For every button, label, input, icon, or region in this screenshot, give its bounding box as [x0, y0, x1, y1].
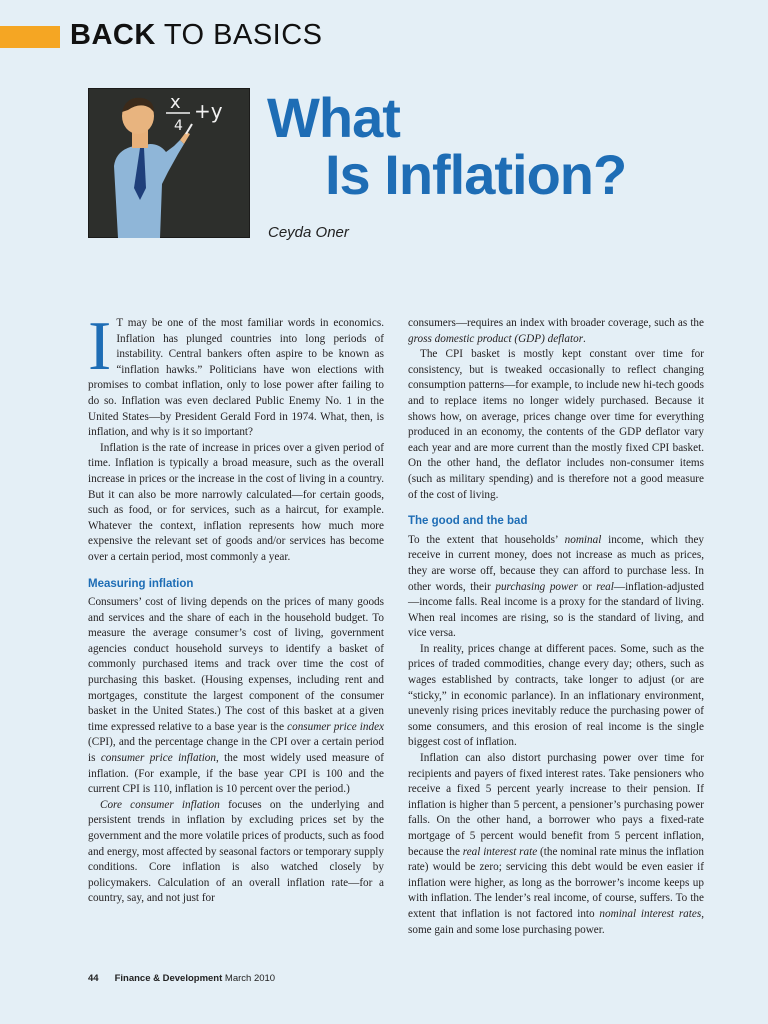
kicker-rest: TO BASICS	[163, 19, 323, 51]
issue-date: March 2010	[224, 973, 276, 984]
formula-numerator: x	[170, 92, 181, 113]
article-title-line2: Is Inflation?	[325, 143, 627, 206]
page-number: 44	[88, 973, 99, 984]
body-paragraph: Inflation is the rate of increase in prices over a given period of time. Inflation is typically a broad measure, such as the overall increase in prices or the increase in the cost of living in a country. But it can also be more narrowly calculated—for certain goods, such as food, or for services, such as a haircut, for example. Whatever the context, inflation represents how much more expensive the relevant set of goods and/or services has become over a certain period, most commonly a year.	[88, 441, 384, 563]
kicker-bold: BACK	[70, 19, 156, 51]
drop-cap: I	[88, 308, 112, 385]
body-paragraph: Core consumer inflation focuses on the underlying and persistent trends in inflation by excluding prices set by the government and the more volatile prices of products, such as food and energy, most affected by seasonal factors or temporary supply conditions. Core inflation is also watched closely by policymakers. Calculation of an overall inflation rate—for a country, say, and not just for	[88, 798, 385, 905]
section-heading-measuring: Measuring inflation	[88, 577, 194, 590]
body-paragraph: consumers—requires an index with broader coverage, such as the gross domestic product (GDP) deflator.	[408, 317, 704, 345]
teacher-chalkboard-illustration	[88, 88, 250, 238]
intro-paragraph: I T may be one of the most familiar words in economics. Inflation has plunged countries into long periods of instability. Central bankers often aspire to be known as “inflation hawks.” Politicians have won elections with promises to combat inflation, only to lose power after failing to do so. Inflation was even declared Public Enemy No. 1 in the United States—by President Gerald Ford in 1974. What, then, is inflation, and why is it so important?	[88, 308, 384, 439]
right-column	[408, 316, 704, 938]
body-paragraph: Inflation can also distort purchasing power over time for recipients and payers of fixed interest rates. Take pensioners who receive a fixed 5 percent yearly increase to their pension. If inflation is higher than 5 percent, a pensioner’s purchasing power falls. On the other hand, a borrower who pays a fixed-rate mortgage of 5 percent would benefit from 5 percent inflation, because the real interest rate (the nominal rate minus the inflation rate) would be zero; servicing this debt would be even easier if inflation were higher, as long as the borrower’s income keeps up with inflation. The lender’s real income, of course, suffers. To the extent that inflation is not factored into nominal interest rates, some gain and some lose purchasing power.	[408, 752, 705, 936]
section-kicker	[70, 19, 323, 52]
formula-plus-y: +y	[194, 99, 223, 123]
author-byline: Ceyda Oner	[268, 224, 349, 241]
body-paragraph: In reality, prices change at different paces. Some, such as the prices of traded commodities, change every day; others, such as wages established by contracts, take longer to adjust (or are “sticky,” in economic parlance). In an inflationary environment, unevenly rising prices inevitably reduce the purchasing power of some consumers, and this erosion of real income is the single biggest cost of inflation.	[408, 642, 704, 749]
page-footer	[88, 973, 275, 984]
body-paragraph: The CPI basket is mostly kept constant over time for consistency, but is tweaked occasionally to reflect changing consumption patterns—for example, to include new hi-tech goods and to replace items no longer widely purchased. Because it shows how, on average, prices change over time for everything produced in an economy, the contents of the GDP deflator vary each year and are more current than the mostly fixed CPI basket. On the other hand, the deflator includes non-consumer items (such as military spending) and is therefore not a good measure of the cost of living.	[408, 348, 704, 501]
article-title-line1: What	[267, 86, 400, 149]
section-heading-good-bad: The good and the bad	[408, 515, 528, 528]
formula-denominator: 4	[174, 118, 183, 134]
magazine-name: Finance & Development	[114, 973, 223, 984]
body-paragraph: To the extent that households’ nominal income, which they receive in current money, does not increase as much as prices, they are worse off, because they can afford to purchase less. In other words, their purchasing power or real—inflation-adjusted—income falls. Real income is a proxy for the standard of living. When real incomes are rising, so is the standard of living, and vice versa.	[408, 533, 704, 640]
header-accent-bar	[0, 26, 60, 48]
left-column	[88, 308, 385, 907]
body-paragraph: Consumers’ cost of living depends on the prices of many goods and services and the share of each in the household budget. To measure the average consumer’s cost of living, government agencies conduct household surveys to identify a basket of commonly purchased items and track over time the cost of purchasing this basket. (Housing expenses, including rent and mortgages, constitute the largest component of the consumer basket in the United States.) The cost of this basket at a given time expressed relative to a base year is the consumer price index (CPI), and the percentage change in the CPI over a certain period is consumer price inflation, the most widely used measure of inflation. (For example, if the base year CPI is 100 and the current CPI is 110, inflation is 10 percent over the period.)	[88, 596, 385, 796]
